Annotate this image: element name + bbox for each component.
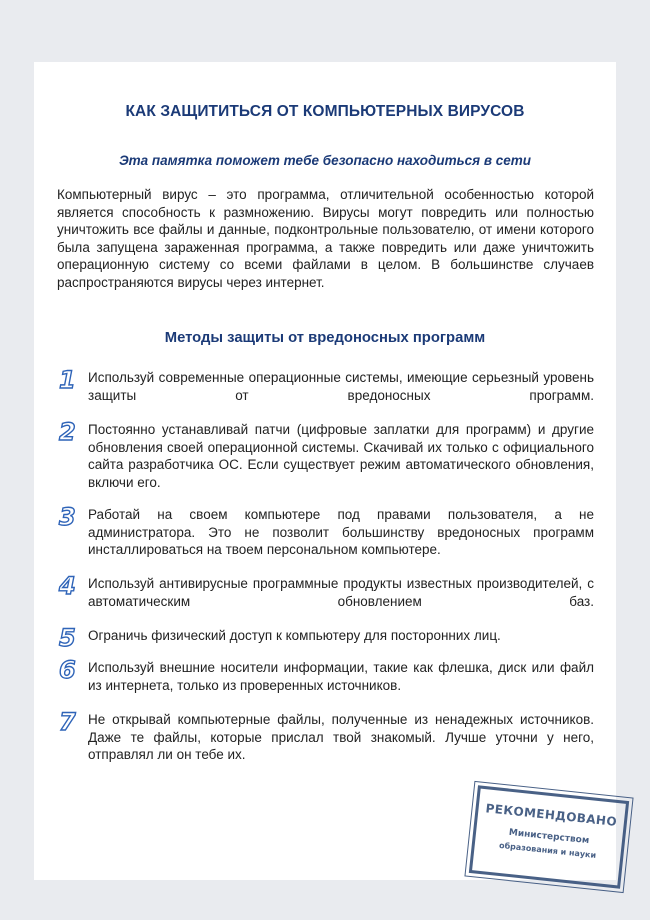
- number-4-icon: 4: [59, 572, 76, 600]
- method-text-6: Используй внешние носители информации, такие как флешка, диск или файл из интернета, только из проверенных источников.: [88, 660, 594, 693]
- method-text-1: Используй современные операционные системы, имеющие серьезный уровень защиты от вредоносных программ.: [88, 370, 594, 403]
- method-text-4: Используй антивирусные программные продукты известных производителей, с автоматическим обновлением баз.: [88, 576, 594, 609]
- section-title: Методы защиты от вредоносных программ: [164, 330, 486, 346]
- number-3-icon: 3: [59, 503, 76, 531]
- number-5-icon: 5: [59, 624, 76, 652]
- page-title: КАК ЗАЩИТИТЬСЯ ОТ КОМПЬЮТЕРНЫХ ВИРУСОВ: [125, 103, 525, 120]
- method-text-5: Ограничь физический доступ к компьютеру для посторонних лиц.: [88, 628, 501, 643]
- number-7-icon: 7: [59, 708, 76, 736]
- method-text-7: Не открывай компьютерные файлы, полученные из ненадежных источников. Даже те файлы, которые прислал твой знакомый. Лучше уточни у него, отправлял ли он тебе их.: [88, 712, 594, 763]
- recommended-stamp: [469, 785, 629, 888]
- method-text-3: Работай на своем компьютере под правами пользователя, а не администратора. Это не позволит большинству вредоносных программ инсталлироваться на твоем персональном компьютере.: [88, 507, 594, 558]
- stamp-line-2: Министерством: [508, 827, 590, 847]
- intro-paragraph: Компьютерный вирус – это программа, отличительной особенностью которой является способность к размножению. Вирусы могут повредить или полностью уничтожить все файлы и данные, подконтрольные пользователю, от имени которого была запущена зараженная программа, а также повредить или даже уничтожить операционную систему со всеми файлами в целом. В большинстве случаев распространяются вирусы через интернет.: [57, 187, 594, 290]
- number-2-icon: 2: [59, 418, 76, 446]
- document-page: [34, 62, 616, 880]
- stamp-line-1: РЕКОМЕНДОВАНО: [484, 801, 618, 829]
- number-1-icon: 1: [59, 366, 76, 394]
- stamp-line-3: образования и науки: [498, 840, 597, 860]
- number-6-icon: 6: [59, 656, 76, 684]
- page-subtitle: Эта памятка поможет тебе безопасно находиться в сети: [118, 153, 532, 168]
- method-text-2: Постоянно устанавливай патчи (цифровые заплатки для программ) и другие обновления своей операционной системы. Скачивай их только с официального сайта разработчика ОС. Если существует режим автоматического обновления, включи его.: [88, 422, 594, 490]
